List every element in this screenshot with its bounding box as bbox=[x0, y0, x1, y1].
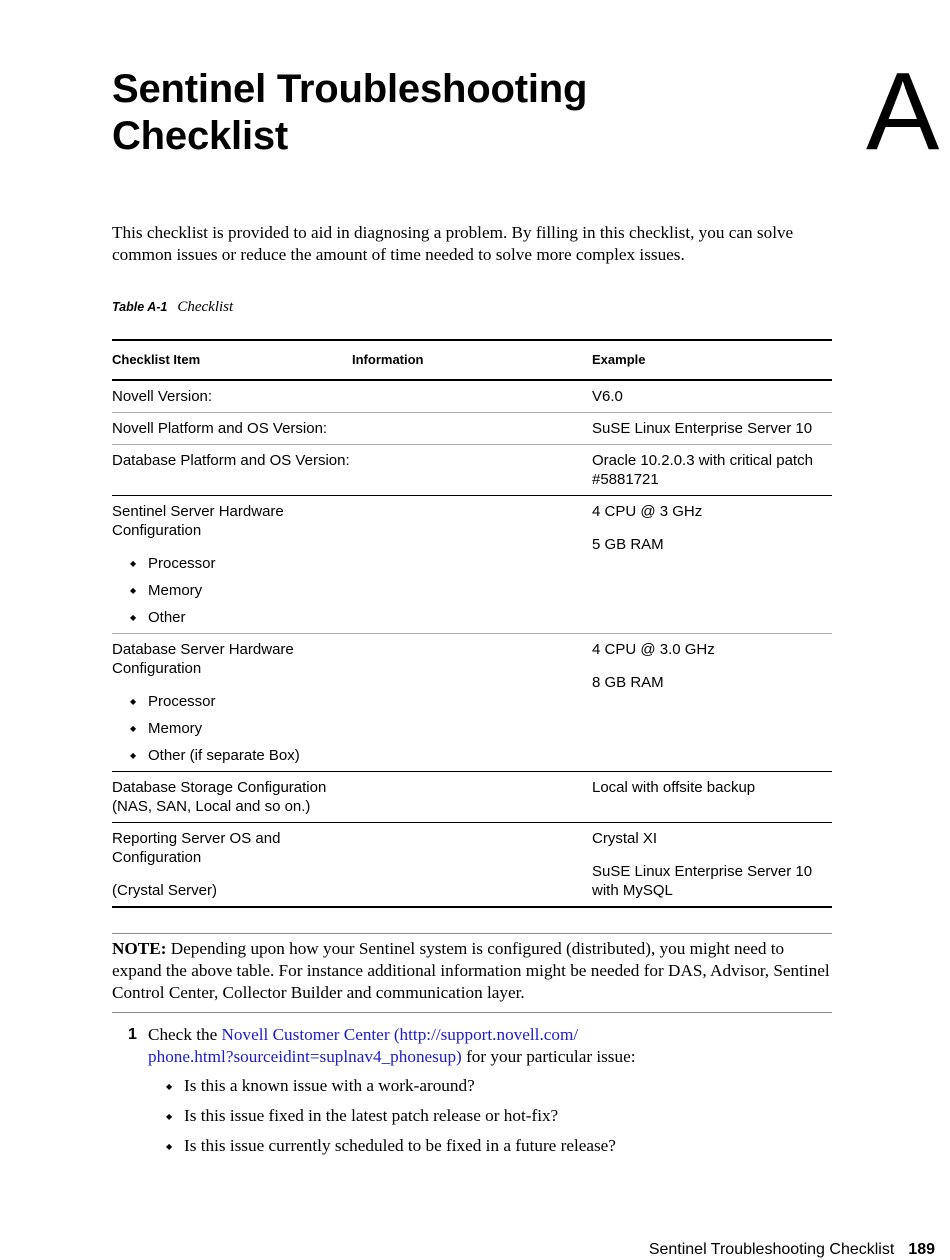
information-cell[interactable] bbox=[352, 496, 592, 634]
example-cell: V6.0 bbox=[592, 388, 623, 405]
checklist-item-text: (Crystal Server) bbox=[112, 882, 218, 899]
table-row bbox=[112, 380, 832, 413]
list-item: ◆ Is this a known issue with a work-around? bbox=[166, 1075, 832, 1097]
example-text: Crystal XI bbox=[592, 830, 658, 847]
checklist-item-text: Database Server Hardware Configuration bbox=[112, 641, 294, 677]
link-text-line-1: Novell Customer Center (http://support.novell.com/ bbox=[221, 1025, 579, 1044]
step-1 bbox=[112, 1024, 832, 1157]
table-row bbox=[112, 445, 832, 496]
information-cell[interactable] bbox=[352, 445, 592, 496]
checklist-item-cell bbox=[112, 634, 352, 772]
header-example: Example bbox=[592, 340, 832, 380]
list-item: ◆ Is this issue fixed in the latest patch release or hot-fix? bbox=[166, 1105, 832, 1127]
example-text: 5 GB RAM bbox=[592, 536, 664, 553]
list-item: ◆ Processor bbox=[130, 554, 352, 573]
checklist-subitems bbox=[112, 554, 352, 627]
example-cell bbox=[592, 496, 832, 634]
intro-paragraph: This checklist is provided to aid in diagnosing a problem. By filling in this checklist, you can solve common issues or reduce the amount of time needed to solve more complex issues. bbox=[112, 223, 794, 264]
list-item: ◆ Memory bbox=[130, 581, 352, 600]
step-prefix: Check the bbox=[148, 1025, 222, 1044]
step-text bbox=[148, 1024, 832, 1068]
checklist-item-cell: Novell Version: bbox=[112, 388, 213, 405]
table-header-row bbox=[112, 340, 832, 380]
table-caption-title: Checklist bbox=[177, 299, 234, 315]
checklist-item-cell: Novell Platform and OS Version: bbox=[112, 413, 352, 445]
note-label: NOTE: bbox=[112, 939, 167, 958]
step-suffix: for your particular issue: bbox=[461, 1047, 636, 1066]
header-information: Information bbox=[352, 340, 592, 380]
page-number: 189 bbox=[908, 1241, 935, 1258]
checklist-item-text: Sentinel Server Hardware Configuration bbox=[112, 503, 284, 539]
example-cell: SuSE Linux Enterprise Server 10 bbox=[592, 413, 832, 445]
header-checklist-item: Checklist Item bbox=[112, 340, 352, 380]
example-cell: Local with offsite backup bbox=[592, 772, 832, 823]
table-row bbox=[112, 634, 832, 772]
table-row bbox=[112, 772, 832, 823]
footer-title: Sentinel Troubleshooting Checklist bbox=[648, 1241, 895, 1258]
information-cell[interactable] bbox=[352, 772, 592, 823]
table-row bbox=[112, 823, 832, 908]
checklist-table bbox=[112, 339, 832, 908]
chapter-letter: A bbox=[866, 50, 940, 173]
chapter-title bbox=[112, 66, 792, 160]
chapter-title-line-1: Sentinel Troubleshooting bbox=[112, 67, 588, 111]
example-cell bbox=[592, 634, 832, 772]
note-box bbox=[112, 933, 832, 1013]
checklist-item-text: Reporting Server OS and Configuration bbox=[112, 830, 281, 866]
table-caption-label: Table A-1 bbox=[112, 300, 168, 314]
information-cell[interactable] bbox=[352, 380, 592, 413]
checklist-item-cell: Database Platform and OS Version: bbox=[112, 445, 352, 496]
list-item: ◆ Other bbox=[130, 608, 352, 627]
table-caption bbox=[112, 297, 233, 317]
chapter-title-line-2: Checklist bbox=[112, 114, 289, 158]
checklist-item-cell bbox=[112, 496, 352, 634]
example-text: 4 CPU @ 3.0 GHz bbox=[592, 641, 715, 658]
question-list bbox=[148, 1075, 832, 1157]
example-cell: Oracle 10.2.0.3 with critical patch #5881721 bbox=[592, 445, 832, 496]
table-row bbox=[112, 413, 832, 445]
list-item: ◆ Memory bbox=[130, 719, 352, 738]
list-item: ◆ Is this issue currently scheduled to be fixed in a future release? bbox=[166, 1135, 832, 1157]
example-cell bbox=[592, 823, 832, 908]
list-item: ◆ Other (if separate Box) bbox=[130, 746, 352, 765]
list-item: ◆ Processor bbox=[130, 692, 352, 711]
information-cell[interactable] bbox=[352, 823, 592, 908]
note-paragraph bbox=[112, 938, 832, 1004]
information-cell[interactable] bbox=[352, 413, 592, 445]
checklist-subitems bbox=[112, 692, 352, 765]
information-cell[interactable] bbox=[352, 634, 592, 772]
example-text: SuSE Linux Enterprise Server 10 with MySQL bbox=[592, 863, 813, 899]
example-text: 8 GB RAM bbox=[592, 674, 664, 691]
step-number: 1 bbox=[128, 1026, 137, 1043]
page-footer bbox=[649, 1240, 935, 1260]
steps-list bbox=[112, 1024, 832, 1165]
note-text: Depending upon how your Sentinel system is configured (distributed), you might need to expand the above table. For instance additional information might be needed for DAS, Advisor, Sentinel Control Center, Collector Builder and communication layer. bbox=[112, 939, 830, 1002]
example-text: 4 CPU @ 3 GHz bbox=[592, 503, 703, 520]
link-text-line-2: phone.html?sourceidint=suplnav4_phonesup) bbox=[148, 1047, 462, 1066]
checklist-item-cell: Database Storage Configuration (NAS, SAN, Local and so on.) bbox=[112, 772, 352, 823]
checklist-item-cell bbox=[112, 823, 352, 908]
table-row bbox=[112, 496, 832, 634]
